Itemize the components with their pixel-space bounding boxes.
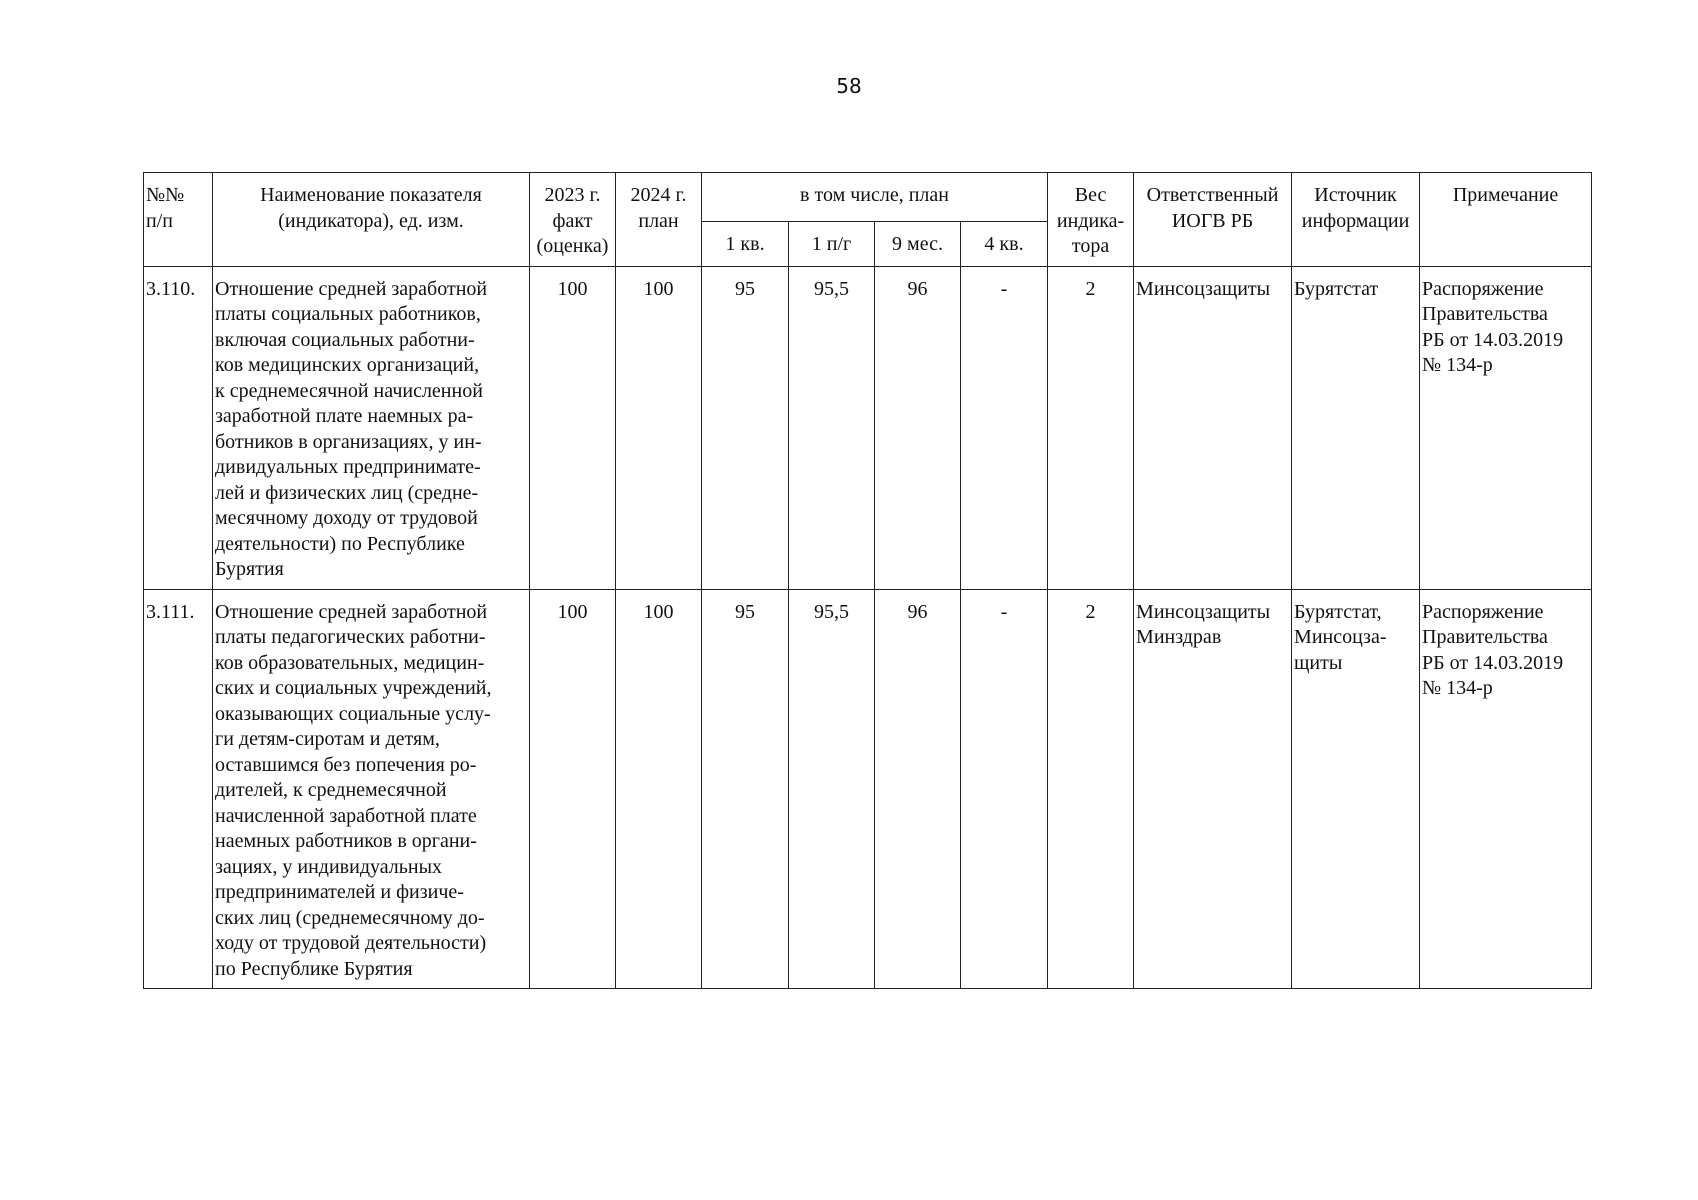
row-note: Распоряжение Правительства РБ от 14.03.2019 № 134-р: [1420, 589, 1592, 989]
header-source: Источник информации: [1292, 173, 1420, 267]
row-h1-value: 95,5: [789, 589, 875, 989]
row-indicator-name: Отношение средней заработной платы педагогических работни- ков образовательных, медицин- ских и социальных учреждений, оказывающих социальные услу- ги детям-сиротам и детям, оставшимся без попечения ро- дителей, к среднемесячной начисленной заработной плате наемных работников в органи- зациях, у индивидуальных предпринимателей и физиче- ских лиц (среднемесячному до- ходу от трудовой деятельности) по Республике Бурятия: [213, 589, 530, 989]
row-source: Бурятстат: [1292, 266, 1420, 589]
header-9-months: 9 мес.: [875, 222, 961, 267]
row-q1-value: 95: [702, 589, 789, 989]
row-h1-value: 95,5: [789, 266, 875, 589]
header-q1: 1 кв.: [702, 222, 789, 267]
page-number: 58: [836, 74, 862, 98]
row-2023-value: 100: [530, 589, 616, 989]
row-2024-value: 100: [616, 266, 702, 589]
row-note: Распоряжение Правительства РБ от 14.03.2019 № 134-р: [1420, 266, 1592, 589]
header-weight: Вес индика- тора: [1048, 173, 1134, 267]
header-q4: 4 кв.: [961, 222, 1048, 267]
table-row: [144, 589, 1592, 989]
row-9-months-value: 96: [875, 266, 961, 589]
row-2024-value: 100: [616, 589, 702, 989]
row-indicator-name: Отношение средней заработной платы социальных работников, включая социальных работни- ков медицинских организаций, к среднемесячной начисленной заработной плате наемных ра- ботников в организациях, у ин- дивидуальных предпринимате- лей и физических лиц (средне- месячному доходу от трудовой деятельности) по Республике Бурятия: [213, 266, 530, 589]
header-h1: 1 п/г: [789, 222, 875, 267]
header-number: №№ п/п: [144, 173, 213, 267]
table-header-row: [144, 173, 1592, 222]
header-indicator-name: Наименование показателя (индикатора), ед. изм.: [213, 173, 530, 267]
row-weight: 2: [1048, 589, 1134, 989]
header-2024-plan: 2024 г. план: [616, 173, 702, 267]
row-number: 3.110.: [144, 266, 213, 589]
header-including-plan: в том числе, план: [702, 173, 1048, 222]
row-source: Бурятстат, Минсоцза- щиты: [1292, 589, 1420, 989]
indicator-table: [143, 172, 1592, 989]
table-row: [144, 266, 1592, 589]
header-2023-fact: 2023 г. факт (оценка): [530, 173, 616, 267]
row-q4-value: -: [961, 266, 1048, 589]
row-9-months-value: 96: [875, 589, 961, 989]
row-2023-value: 100: [530, 266, 616, 589]
header-responsible: Ответственный ИОГВ РБ: [1134, 173, 1292, 267]
row-responsible: Минсоцзащиты Минздрав: [1134, 589, 1292, 989]
row-q4-value: -: [961, 589, 1048, 989]
row-weight: 2: [1048, 266, 1134, 589]
header-note: Примечание: [1420, 173, 1592, 267]
row-responsible: Минсоцзащиты: [1134, 266, 1292, 589]
row-q1-value: 95: [702, 266, 789, 589]
row-number: 3.111.: [144, 589, 213, 989]
